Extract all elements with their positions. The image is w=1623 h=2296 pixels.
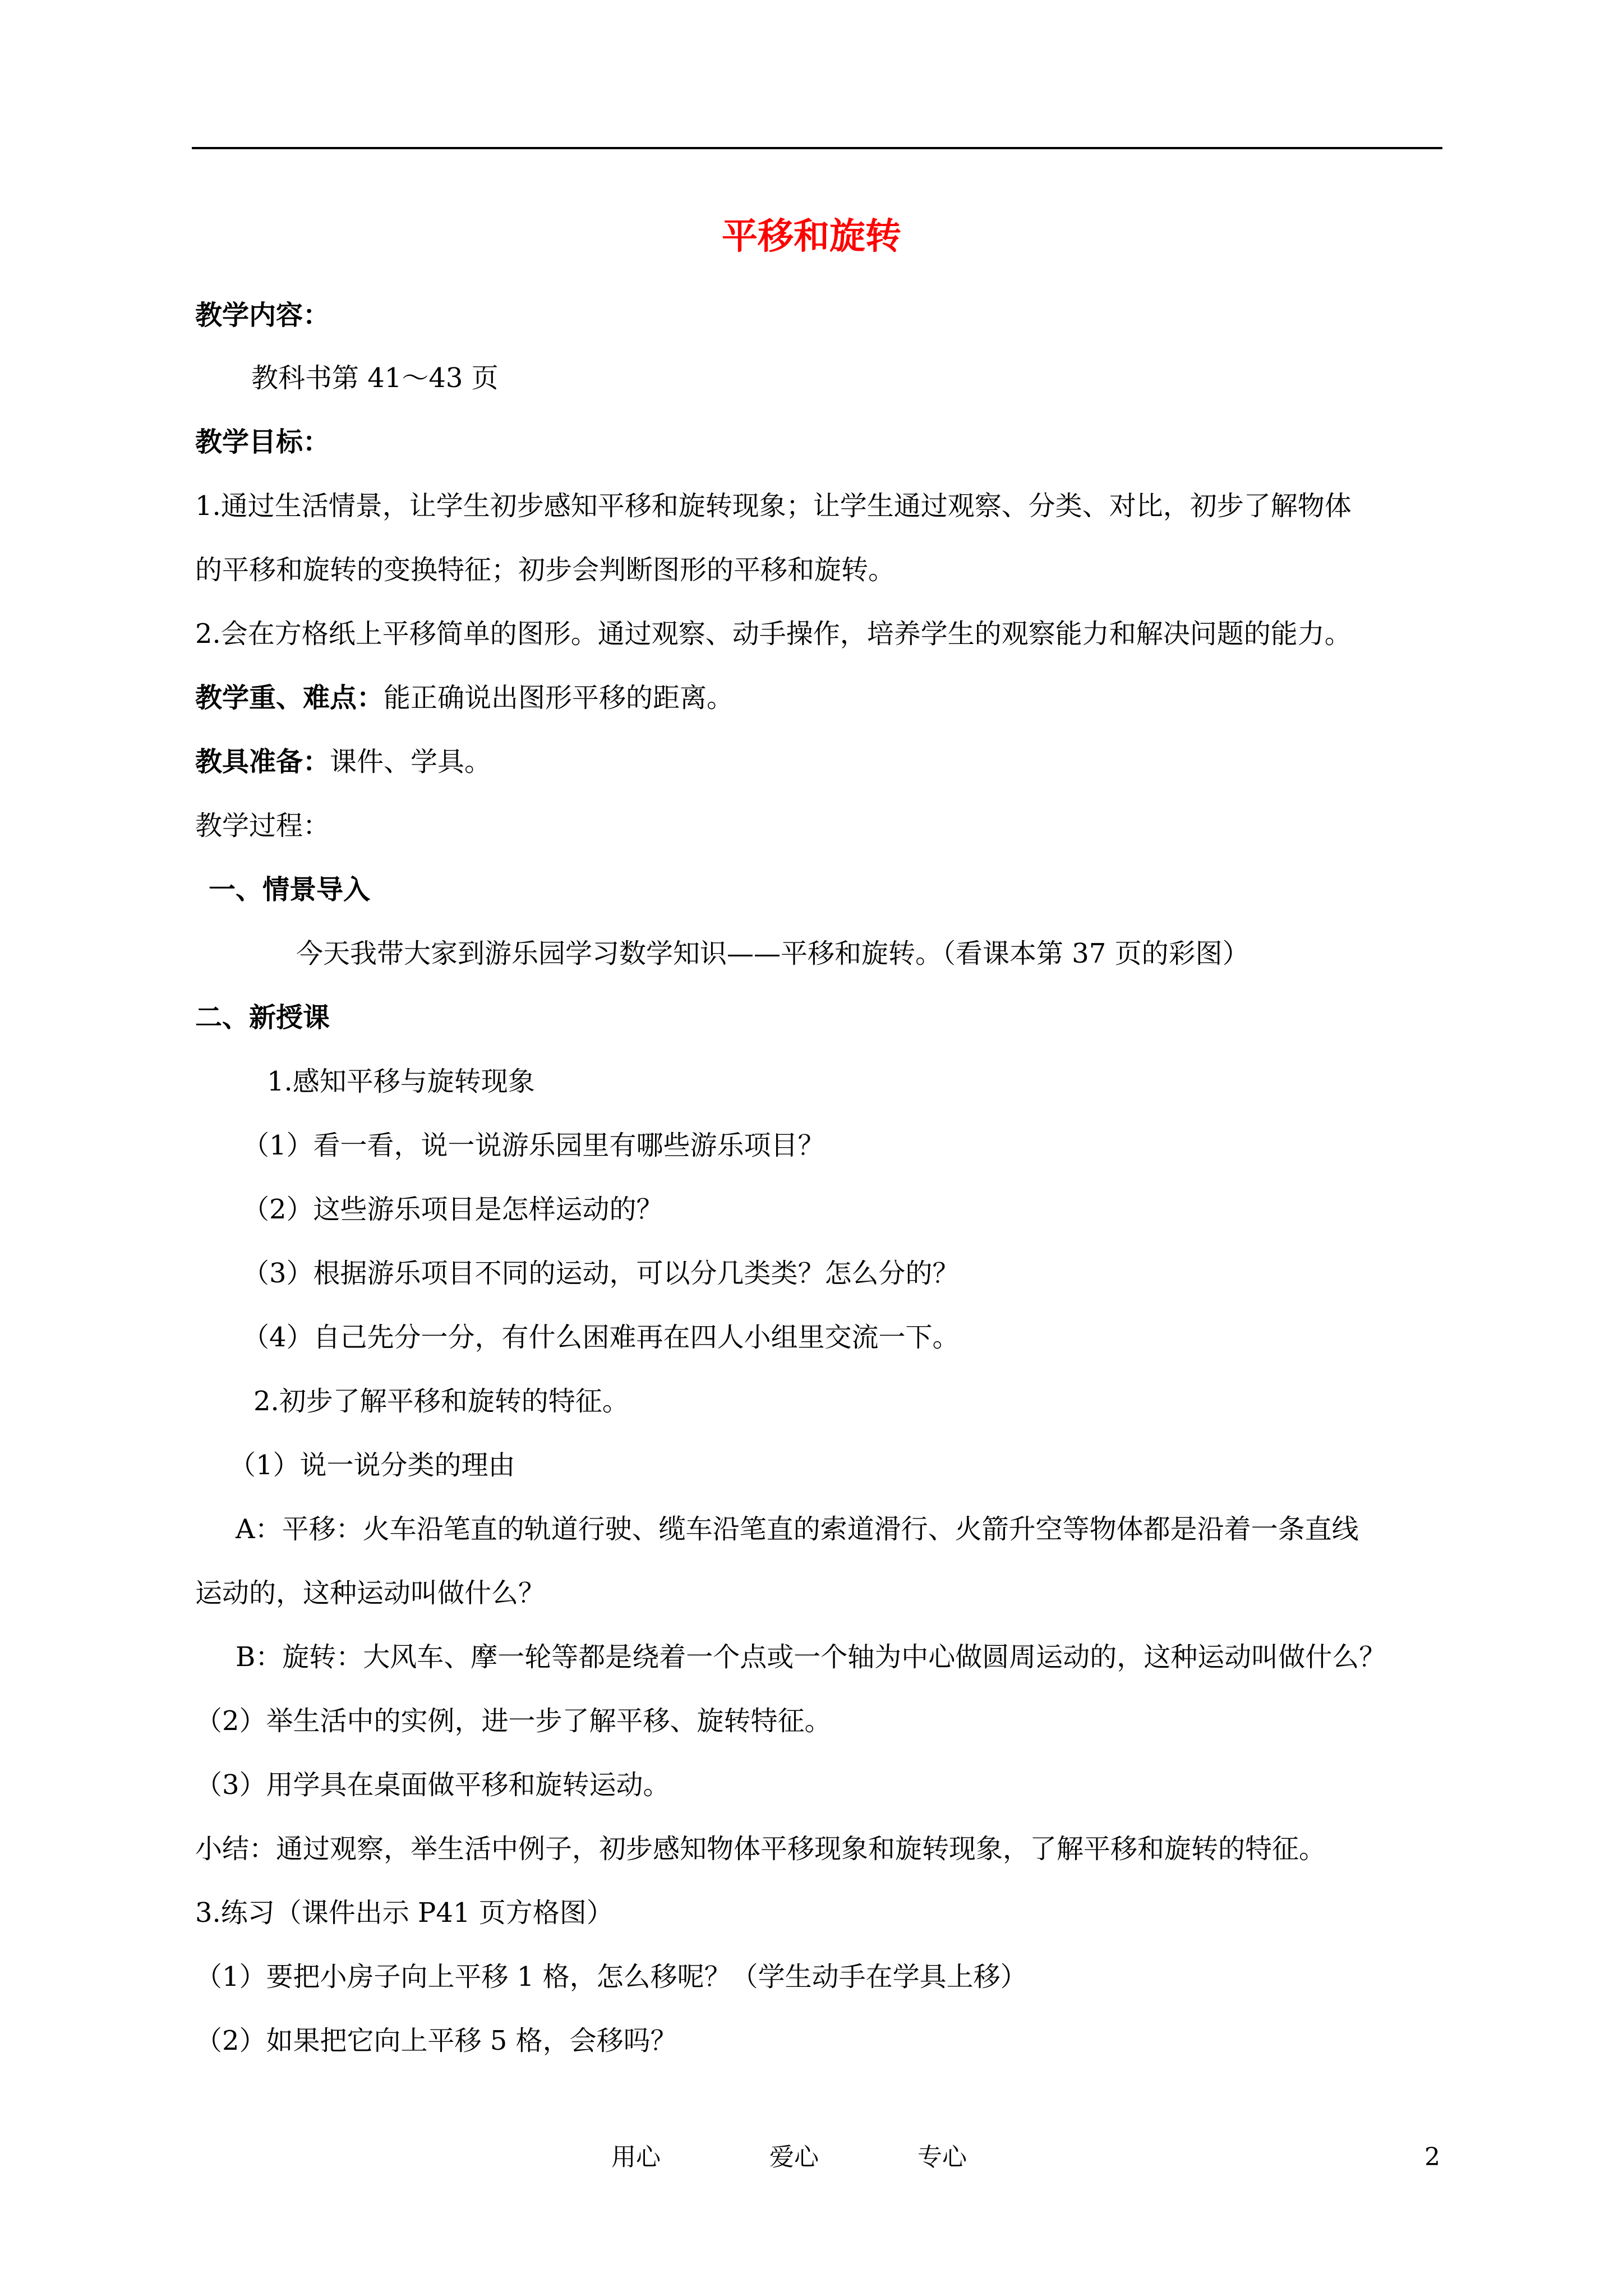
point-a-line-1: A：平移：火车沿笔直的轨道行驶、缆车沿笔直的索道滑行、火箭升空等物体都是沿着一条直线	[236, 1513, 1359, 1545]
subsection-1-q4: （4）自己先分一分，有什么困难再在四人小组里交流一下。	[242, 1322, 960, 1353]
tools-label: 教具准备：	[195, 746, 330, 777]
key-points-text: 能正确说出图形平移的距离。	[384, 682, 734, 714]
heading-teaching-content: 教学内容：	[195, 300, 330, 331]
tools-line	[195, 744, 491, 780]
goal-2: 2.会在方格纸上平移简单的图形。通过观察、动手操作，培养学生的观察能力和解决问题的能力。	[195, 618, 1352, 650]
section-1-text: 今天我带大家到游乐园学习数学知识——平移和旋转。（看课本第 37 页的彩图）	[296, 938, 1249, 969]
section-1-heading: 一、情景导入	[209, 874, 371, 905]
subsection-1-q3: （3）根据游乐项目不同的运动，可以分几类类？怎么分的？	[242, 1258, 960, 1289]
teaching-content-text: 教科书第 41～43 页	[251, 362, 499, 394]
summary: 小结：通过观察，举生活中例子，初步感知物体平移现象和旋转现象，了解平移和旋转的特征。	[195, 1833, 1326, 1865]
subsection-3-q1: （1）要把小房子向上平移 1 格，怎么移呢？（学生动手在学具上移）	[195, 1961, 1027, 1993]
point-b-line: B：旋转：大风车、摩一轮等都是绕着一个点或一个轴为中心做圆周运动的，这种运动叫做什么？	[236, 1641, 1386, 1673]
subsection-1-q2: （2）这些游乐项目是怎样运动的？	[242, 1194, 663, 1225]
subsection-2-q3: （3）用学具在桌面做平移和旋转运动。	[195, 1769, 670, 1801]
subsection-2: 2.初步了解平移和旋转的特征。	[253, 1386, 629, 1417]
subsection-3: 3.练习（课件出示 P41 页方格图）	[195, 1897, 614, 1929]
subsection-1: 1.感知平移与旋转现象	[267, 1066, 535, 1097]
key-points-label: 教学重、难点：	[195, 682, 384, 714]
footer-motto-2: 爱心	[769, 2143, 819, 2171]
goal-1-line-1: 1.通过生活情景，让学生初步感知平移和旋转现象；让学生通过观察、分类、对比，初步了解物体	[195, 490, 1352, 522]
key-points-line	[195, 680, 734, 716]
heading-teaching-goals: 教学目标：	[195, 426, 330, 458]
footer-motto-1: 用心	[611, 2143, 661, 2171]
subsection-2-q1: （1）说一说分类的理由	[229, 1450, 515, 1481]
section-2-heading: 二、新授课	[195, 1002, 330, 1033]
point-a-line-2: 运动的，这种运动叫做什么？	[195, 1577, 546, 1609]
page-number: 2	[1424, 2143, 1440, 2171]
tools-text: 课件、学具。	[330, 746, 492, 777]
subsection-2-q2: （2）举生活中的实例，进一步了解平移、旋转特征。	[195, 1705, 832, 1737]
subsection-1-q1: （1）看一看，说一说游乐园里有哪些游乐项目？	[242, 1130, 825, 1161]
footer-motto-3: 专心	[917, 2143, 967, 2171]
process-label: 教学过程：	[195, 810, 330, 841]
document-title: 平移和旋转	[722, 215, 901, 257]
header-rule	[192, 147, 1442, 149]
goal-1-line-2: 的平移和旋转的变换特征；初步会判断图形的平移和旋转。	[195, 554, 896, 586]
subsection-3-q2: （2）如果把它向上平移 5 格，会移吗？	[195, 2025, 677, 2056]
